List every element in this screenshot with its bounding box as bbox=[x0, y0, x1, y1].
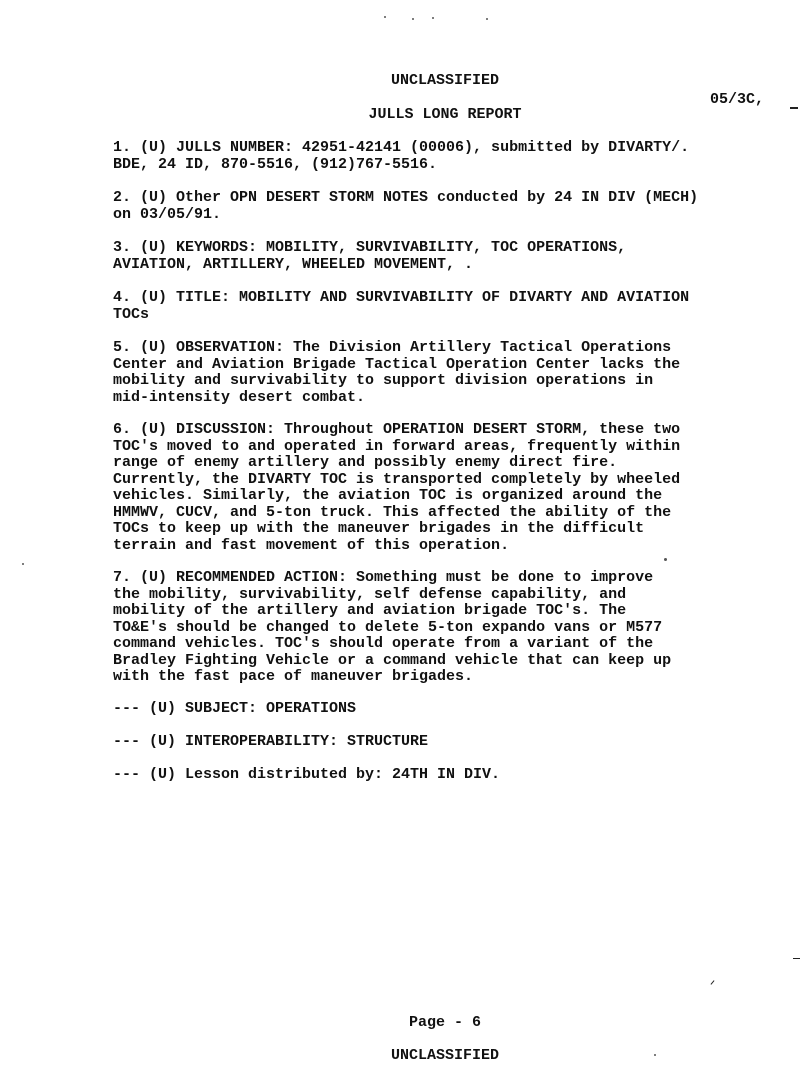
paragraph-title: 4. (U) TITLE: MOBILITY AND SURVIVABILITY OF DIVARTY AND AVIATION TOCs bbox=[113, 289, 690, 323]
paragraph-observation: 5. (U) OBSERVATION: The Division Artillery Tactical Operations Center and Aviation Brigade Tactical Operation Center lacks the mobility and survivability to support division operations in mid-intensity desert combat. bbox=[113, 339, 681, 406]
scan-speck bbox=[22, 563, 24, 565]
line-subject: --- (U) SUBJECT: OPERATIONS bbox=[113, 700, 357, 717]
report-title: JULLS LONG REPORT bbox=[368, 106, 522, 123]
paragraph-julls-number: 1. (U) JULLS NUMBER: 42951-42141 (00006), submitted by DIVARTY/. BDE, 24 ID, 870-5516, (912)767-5516. bbox=[113, 139, 690, 173]
scan-speck bbox=[432, 17, 434, 19]
paragraph-discussion: 6. (U) DISCUSSION: Throughout OPERATION DESERT STORM, these two TOC's moved to and operated in forward areas, frequently within range of enemy artillery and possibly enemy direct fire. Currently, the DIVARTY TOC is transported completely by wheeled vehicles. Similarly, the aviation TOC is organized around the HMMWV, CUCV, and 5-ton truck. This affected the ability of the TOCs to keep up with the maneuver brigades in the difficult terrain and fast movement of this operation. bbox=[113, 421, 681, 554]
date-stamp: 05/3C, bbox=[710, 91, 765, 108]
paragraph-keywords: 3. (U) KEYWORDS: MOBILITY, SURVIVABILITY, TOC OPERATIONS, AVIATION, ARTILLERY, WHEELED MOVEMENT, . bbox=[113, 239, 627, 273]
classification-footer: UNCLASSIFIED bbox=[390, 1047, 500, 1064]
scan-speck bbox=[384, 16, 386, 18]
scan-speck bbox=[654, 1054, 656, 1056]
paragraph-other-notes: 2. (U) Other OPN DESERT STORM NOTES conducted by 24 IN DIV (MECH) on 03/05/91. bbox=[113, 189, 699, 223]
line-interoperability: --- (U) INTEROPERABILITY: STRUCTURE bbox=[113, 733, 429, 750]
classification-header: UNCLASSIFIED bbox=[390, 72, 500, 89]
page-number: Page - 6 bbox=[408, 1014, 481, 1031]
scan-speck bbox=[486, 18, 488, 20]
scan-speck bbox=[664, 558, 667, 561]
scan-mark bbox=[711, 980, 715, 984]
scan-mark bbox=[793, 958, 800, 959]
scan-speck bbox=[412, 18, 414, 20]
paragraph-recommended-action: 7. (U) RECOMMENDED ACTION: Something must be done to improve the mobility, survivability, self defense capability, and mobility of the artillery and aviation brigade TOC's. The TO&E's should be changed to delete 5-ton expando vans or M577 command vehicles. TOC's should operate from a variant of the Bradley Fighting Vehicle or a command vehicle that can keep up with the fast pace of maneuver brigades. bbox=[113, 569, 672, 685]
line-distributed-by: --- (U) Lesson distributed by: 24TH IN DIV. bbox=[113, 766, 501, 783]
scan-mark bbox=[790, 107, 798, 109]
